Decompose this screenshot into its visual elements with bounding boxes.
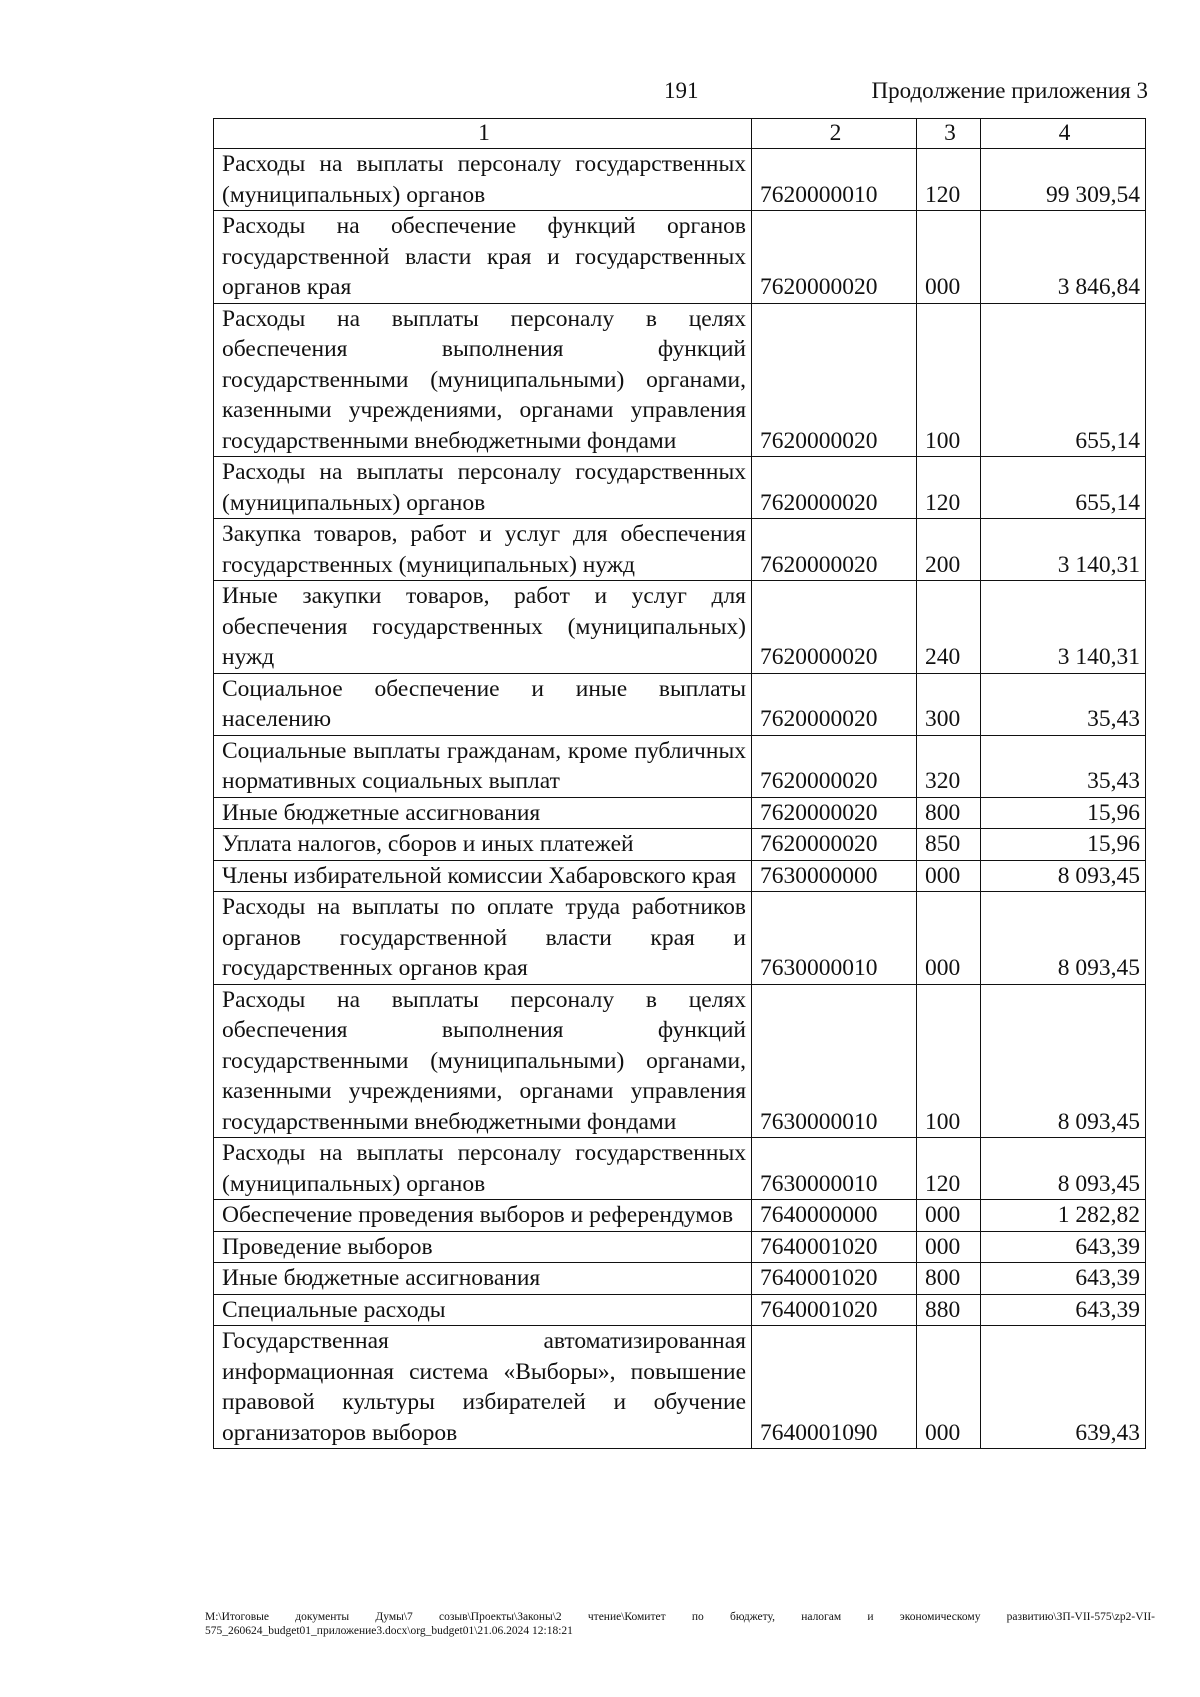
row-name-cell: Иные бюджетные ассигнования xyxy=(214,797,752,829)
row-code-cell: 7640000000 xyxy=(752,1200,917,1232)
row-code-cell: 7640001020 xyxy=(752,1294,917,1326)
column-header: 1 xyxy=(214,119,752,149)
budget-table xyxy=(213,118,1146,1449)
row-code-cell: 7620000020 xyxy=(752,519,917,581)
row-code-cell: 7640001020 xyxy=(752,1231,917,1263)
row-type-cell: 240 xyxy=(917,581,981,674)
row-sum-cell: 643,39 xyxy=(981,1294,1146,1326)
row-type-cell: 200 xyxy=(917,519,981,581)
row-code-cell: 7620000020 xyxy=(752,457,917,519)
row-sum-cell: 643,39 xyxy=(981,1231,1146,1263)
row-code-cell: 7620000020 xyxy=(752,829,917,861)
row-name-cell: Уплата налогов, сборов и иных платежей xyxy=(214,829,752,861)
table-row xyxy=(214,1326,1146,1449)
row-name-cell: Расходы на выплаты персоналу государственных (муниципальных) органов xyxy=(214,457,752,519)
row-code-cell: 7630000010 xyxy=(752,892,917,985)
column-header: 2 xyxy=(752,119,917,149)
row-sum-cell: 8 093,45 xyxy=(981,860,1146,892)
table-header-row xyxy=(214,119,1146,149)
table-row xyxy=(214,673,1146,735)
table-row xyxy=(214,303,1146,457)
row-sum-cell: 3 140,31 xyxy=(981,519,1146,581)
row-type-cell: 320 xyxy=(917,735,981,797)
table-row xyxy=(214,1294,1146,1326)
row-sum-cell: 643,39 xyxy=(981,1263,1146,1295)
row-name-cell: Расходы на выплаты персоналу в целях обеспечения выполнения функций государственными (муниципальными) органами, казенными учреждениями, органами управления государственными внебюджетными фондами xyxy=(214,303,752,457)
row-code-cell: 7620000020 xyxy=(752,735,917,797)
row-name-cell: Обеспечение проведения выборов и референдумов xyxy=(214,1200,752,1232)
page-number: 191 xyxy=(664,78,699,103)
row-sum-cell: 99 309,54 xyxy=(981,149,1146,211)
table-row xyxy=(214,892,1146,985)
row-type-cell: 800 xyxy=(917,1263,981,1295)
row-code-cell: 7620000020 xyxy=(752,797,917,829)
row-name-cell: Расходы на выплаты по оплате труда работников органов государственной власти края и государственных органов края xyxy=(214,892,752,985)
table-row xyxy=(214,1231,1146,1263)
table-row xyxy=(214,1200,1146,1232)
row-sum-cell: 15,96 xyxy=(981,829,1146,861)
column-header: 4 xyxy=(981,119,1146,149)
row-sum-cell: 655,14 xyxy=(981,303,1146,457)
table-row xyxy=(214,860,1146,892)
table-row xyxy=(214,829,1146,861)
row-name-cell: Социальное обеспечение и иные выплаты населению xyxy=(214,673,752,735)
table-row xyxy=(214,457,1146,519)
row-sum-cell: 1 282,82 xyxy=(981,1200,1146,1232)
row-name-cell: Иные бюджетные ассигнования xyxy=(214,1263,752,1295)
row-type-cell: 100 xyxy=(917,303,981,457)
file-path-footer: M:\Итоговые документы Думы\7 созыв\Проекты\Законы\2 чтение\Комитет по бюджету, налогам и экономическому развитию\ЗП-VII-575\zp2-VII-575_260624_budget01_приложение3.docx\org_budget01\21.06.2024 12:18:21 xyxy=(205,1611,1155,1637)
table-row xyxy=(214,149,1146,211)
table-row xyxy=(214,735,1146,797)
row-type-cell: 120 xyxy=(917,1138,981,1200)
row-name-cell: Расходы на выплаты персоналу государственных (муниципальных) органов xyxy=(214,149,752,211)
row-type-cell: 000 xyxy=(917,1326,981,1449)
row-type-cell: 000 xyxy=(917,1231,981,1263)
row-code-cell: 7630000010 xyxy=(752,984,917,1138)
table-row xyxy=(214,984,1146,1138)
row-sum-cell: 3 846,84 xyxy=(981,211,1146,304)
row-code-cell: 7630000000 xyxy=(752,860,917,892)
row-code-cell: 7620000020 xyxy=(752,211,917,304)
row-type-cell: 120 xyxy=(917,457,981,519)
row-type-cell: 880 xyxy=(917,1294,981,1326)
table-row xyxy=(214,211,1146,304)
row-code-cell: 7620000010 xyxy=(752,149,917,211)
row-name-cell: Расходы на выплаты персоналу государственных (муниципальных) органов xyxy=(214,1138,752,1200)
row-name-cell: Закупка товаров, работ и услуг для обеспечения государственных (муниципальных) нужд xyxy=(214,519,752,581)
row-sum-cell: 8 093,45 xyxy=(981,892,1146,985)
row-type-cell: 800 xyxy=(917,797,981,829)
row-type-cell: 300 xyxy=(917,673,981,735)
row-code-cell: 7640001090 xyxy=(752,1326,917,1449)
row-name-cell: Члены избирательной комиссии Хабаровского края xyxy=(214,860,752,892)
table-row xyxy=(214,797,1146,829)
row-sum-cell: 8 093,45 xyxy=(981,1138,1146,1200)
row-name-cell: Социальные выплаты гражданам, кроме публичных нормативных социальных выплат xyxy=(214,735,752,797)
row-name-cell: Государственная автоматизированная информационная система «Выборы», повышение правовой культуры избирателей и обучение организаторов выборов xyxy=(214,1326,752,1449)
row-type-cell: 000 xyxy=(917,892,981,985)
table-row xyxy=(214,519,1146,581)
row-type-cell: 120 xyxy=(917,149,981,211)
row-type-cell: 000 xyxy=(917,211,981,304)
row-code-cell: 7620000020 xyxy=(752,673,917,735)
row-name-cell: Иные закупки товаров, работ и услуг для обеспечения государственных (муниципальных) нужд xyxy=(214,581,752,674)
row-code-cell: 7640001020 xyxy=(752,1263,917,1295)
row-name-cell: Расходы на выплаты персоналу в целях обеспечения выполнения функций государственными (муниципальными) органами, казенными учреждениями, органами управления государственными внебюджетными фондами xyxy=(214,984,752,1138)
row-sum-cell: 8 093,45 xyxy=(981,984,1146,1138)
row-sum-cell: 3 140,31 xyxy=(981,581,1146,674)
table-row xyxy=(214,1138,1146,1200)
row-name-cell: Проведение выборов xyxy=(214,1231,752,1263)
continuation-label: Продолжение приложения 3 xyxy=(871,78,1148,103)
table-row xyxy=(214,1263,1146,1295)
row-code-cell: 7630000010 xyxy=(752,1138,917,1200)
row-sum-cell: 15,96 xyxy=(981,797,1146,829)
row-code-cell: 7620000020 xyxy=(752,581,917,674)
row-code-cell: 7620000020 xyxy=(752,303,917,457)
row-sum-cell: 655,14 xyxy=(981,457,1146,519)
table-row xyxy=(214,581,1146,674)
row-type-cell: 850 xyxy=(917,829,981,861)
row-sum-cell: 639,43 xyxy=(981,1326,1146,1449)
row-type-cell: 000 xyxy=(917,1200,981,1232)
row-sum-cell: 35,43 xyxy=(981,735,1146,797)
row-name-cell: Специальные расходы xyxy=(214,1294,752,1326)
row-sum-cell: 35,43 xyxy=(981,673,1146,735)
row-type-cell: 000 xyxy=(917,860,981,892)
row-name-cell: Расходы на обеспечение функций органов государственной власти края и государственных органов края xyxy=(214,211,752,304)
column-header: 3 xyxy=(917,119,981,149)
row-type-cell: 100 xyxy=(917,984,981,1138)
